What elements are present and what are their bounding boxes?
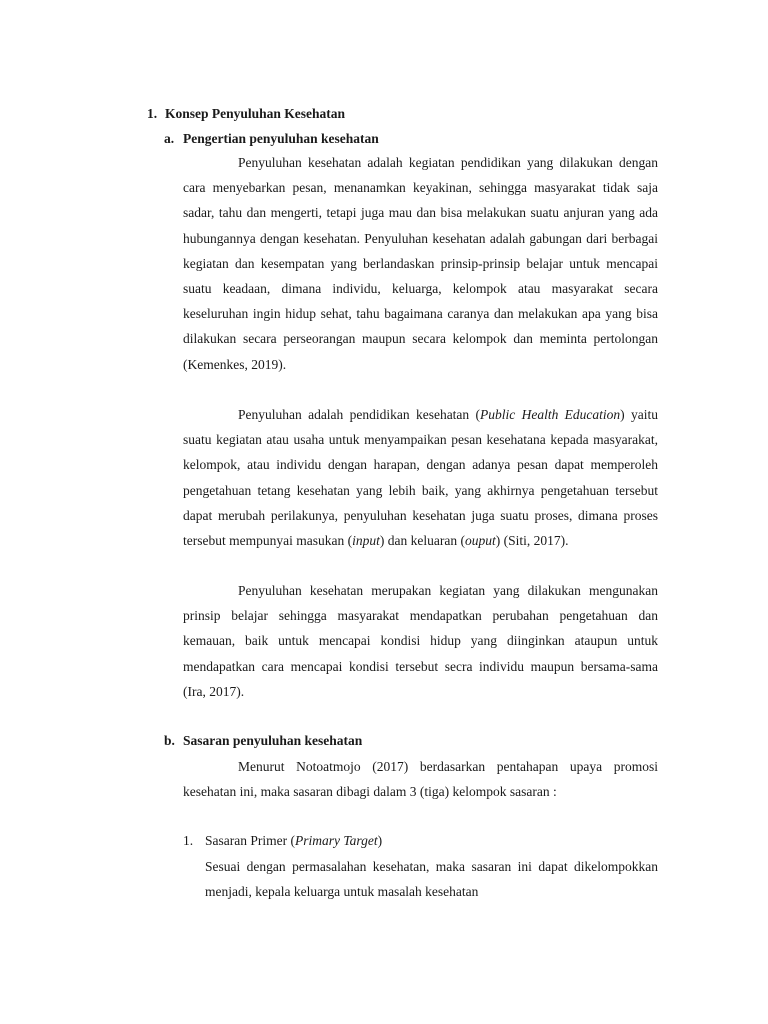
subsection-a-letter: a. xyxy=(164,131,175,146)
list-item-italic: Primary Target xyxy=(294,833,378,848)
paragraph-a2-text-3: ) dan keluaran ( xyxy=(379,533,465,549)
subsection-b-title: Sasaran penyuluhan kesehatan xyxy=(183,733,363,748)
paragraph-a2-italic-2: input xyxy=(352,533,380,549)
paragraph-b1: Menurut Notoatmojo (2017) berdasarkan pentahapan upaya promosi kesehatan ini, maka sasaran dibagi dalam 3 (tiga) kelompok sasaran : xyxy=(183,759,658,800)
paragraph-a3: Penyuluhan kesehatan merupakan kegiatan yang dilakukan mengunakan prinsip belajar sehingga masyarakat mendapatkan perubahan pengetahuan dan kemauan, baik untuk mencapai kondisi hidup yang diinginkan ataupun untuk mendapatkan cara mencapai kondisi tersebut secra individu maupun bersama-sama (Ira, 2017). xyxy=(183,583,658,699)
subsection-a-title: Pengertian penyuluhan kesehatan xyxy=(183,131,379,146)
subsection-b-letter: b. xyxy=(164,733,175,748)
section-number: 1. xyxy=(147,106,158,121)
paragraph-a2-text-1: Penyuluhan adalah pendidikan kesehatan ( xyxy=(238,407,481,422)
list-item-primary-target xyxy=(183,831,382,851)
paragraph-a2-italic-3: ouput xyxy=(464,533,496,549)
paragraph-a2-italic-1: Public Health Education xyxy=(480,407,621,422)
paragraph-a2-text-4: ) (Siti, 2017). xyxy=(495,533,569,549)
paragraph-a1: Penyuluhan kesehatan adalah kegiatan pendidikan yang dilakukan dengan cara menyebarkan pesan, menanamkan keyakinan, sehingga masyarakat tidak saja sadar, tahu dan mengerti, tetapi juga mau dan bisa melakukan suatu anjuran yang ada hubungannya dengan kesehatan. Penyuluhan kesehatan adalah gabungan dari berbagai kegiatan dan kesempatan yang berlandaskan prinsip-prinsip belajar untuk mencapai suatu keadaan, dimana individu, keluarga, kelompok atau masyarakat secara keseluruhan ingin hidup sehat, tahu bagaimana caranya dan melakukan apa yang bisa dilakukan secara perseorangan maupun secara kelompok dan meminta pertolongan (Kemenkes, 2019). xyxy=(183,155,658,372)
list-item-close: ) xyxy=(377,833,383,848)
section-title: Konsep Penyuluhan Kesehatan xyxy=(165,106,346,121)
paragraph-a2-text-2: ) yaitu suatu kegiatan atau usaha untuk menyampaikan pesan kesehatana kepada masyarakat, kelompok, atau individu dengan harapan, dengan adanya pesan dapat memperoleh pengetahuan tetang kesehatan yang lebih baik, yang akhirnya pengetahuan tersebut dapat merubah perilakunya, penyuluhan kesehatan juga suatu proses, dimana proses tersebut mempunyai masukan ( xyxy=(183,407,658,549)
paragraph-b-item1: Sesuai dengan permasalahan kesehatan, maka sasaran ini dapat dikelompokkan menjadi, kepala keluarga untuk masalah kesehatan xyxy=(205,859,658,900)
subsection-a-heading xyxy=(164,129,379,149)
subsection-b-heading xyxy=(164,731,362,751)
list-item-number: 1. xyxy=(183,833,194,848)
paragraph-a2 xyxy=(183,402,658,553)
list-item-label: Sasaran Primer ( xyxy=(205,833,295,848)
section-heading xyxy=(147,104,345,124)
